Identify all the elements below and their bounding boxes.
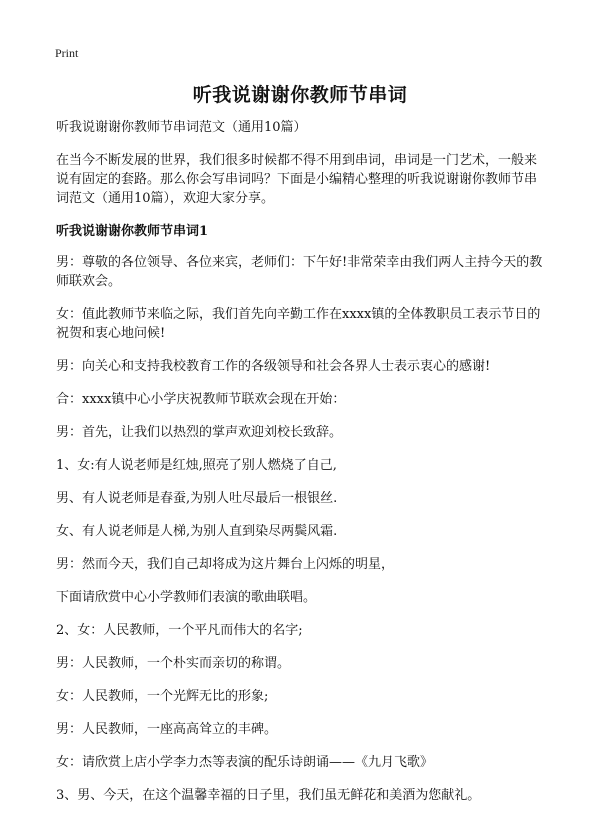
script-line: 2、女：人民教师，一个平凡而伟大的名字; — [56, 623, 303, 638]
document-title: 听我说谢谢你教师节串词 — [192, 84, 408, 106]
script-line: 1、女:有人说老师是红烛,照亮了别人燃烧了自己, — [56, 458, 337, 473]
script-line: 合：xxxx镇中心小学庆祝教师节联欢会现在开始： — [56, 392, 346, 407]
script-line: 女：人民教师，一个光辉无比的形象; — [56, 689, 269, 704]
script-line: 3、男、今天，在这个温馨幸福的日子里，我们虽无鲜花和美酒为您献礼。 — [56, 788, 481, 803]
script-line: 男、有人说老师是春蚕,为别人吐尽最后一根银丝. — [56, 491, 338, 506]
script-line: 男：向关心和支持我校教育工作的各级领导和社会各界人士表示衷心的感谢! — [56, 359, 491, 374]
script-line: 男：人民教师，一座高高耸立的丰碑。 — [56, 722, 278, 737]
document-body — [56, 118, 546, 819]
document-subtitle: 听我说谢谢你教师节串词范文（通用10篇） — [56, 120, 307, 135]
print-link[interactable]: Print — [55, 46, 79, 60]
script-line: 男：首先，让我们以热烈的掌声欢迎刘校长致辞。 — [56, 425, 343, 440]
script-line: 下面请欣赏中心小学教师们表演的歌曲联唱。 — [56, 590, 317, 605]
script-line: 女：值此教师节来临之际，我们首先向辛勤工作在xxxx镇的全体教职员工表示节日的祝贺和衷心地问候! — [56, 307, 541, 341]
script-line: 男：然而今天，我们自己却将成为这片舞台上闪烁的明星， — [56, 557, 395, 572]
script-line: 男：人民教师，一个朴实而亲切的称谓。 — [56, 656, 291, 671]
script-line: 女、有人说老师是人梯,为别人直到染尽两鬓风霜. — [56, 524, 338, 539]
script-line: 女：请欣赏上店小学李力杰等表演的配乐诗朗诵——《九月飞歌》 — [56, 755, 434, 770]
section-heading: 听我说谢谢你教师节串词1 — [56, 224, 209, 239]
intro-paragraph: 在当今不断发展的世界，我们很多时候都不得不用到串词，串词是一门艺术，一般来说有固定的套路。那么你会写串词吗？下面是小编精心整理的听我说谢谢你教师节串词范文（通用10篇），欢迎大家分享。 — [56, 153, 538, 206]
script-line: 男：尊敬的各位领导、各位来宾，老师们：下午好!非常荣幸由我们两人主持今天的教师联欢会。 — [56, 255, 543, 289]
